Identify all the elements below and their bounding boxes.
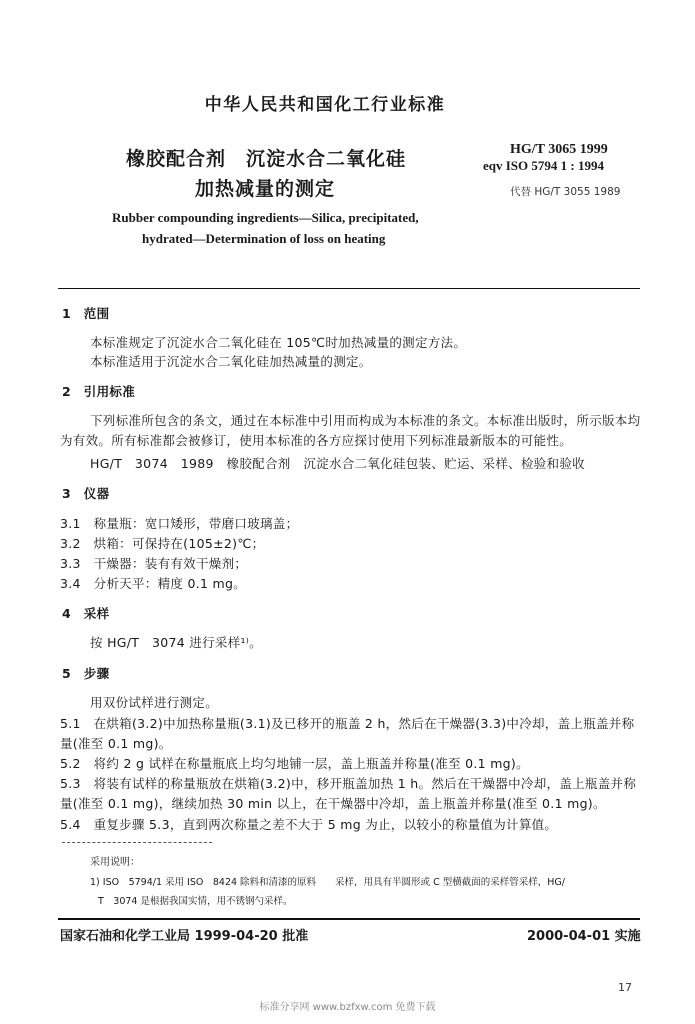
english-title-line2: hydrated—Determination of loss on heating xyxy=(142,231,386,246)
doc-title-line1: 橡胶配合剂 沉淀水合二氧化硅 xyxy=(126,148,407,170)
page-number: 17 xyxy=(618,981,632,994)
header-divider xyxy=(58,288,640,289)
org-title: 中华人民共和国化工行业标准 xyxy=(204,95,446,115)
watermark-text: 标准分享网 www.bzfxw.com 免费下载 xyxy=(259,1002,436,1013)
section-1-para-2: 本标准适用于沉淀水合二氧化硅加热减量的测定。 xyxy=(90,354,372,369)
section-5-heading: 5 步骤 xyxy=(62,666,110,681)
section-3-item-1: 3.1 称量瓶：宽口矮形，带磨口玻璃盖； xyxy=(60,516,299,531)
section-5-step-4: 5.4 重复步骤 5.3，直到两次称量之差不大于 5 mg 为止，以较小的称量值为计算值。 xyxy=(60,817,558,832)
section-5-step-1a: 5.1 在烘箱(3.2)中加热称量瓶(3.1)及已移开的瓶盖 2 h，然后在干燥器(3.3)中冷却，盖上瓶盖并称 xyxy=(60,716,635,731)
implementation-date: 2000-04-01 实施 xyxy=(527,929,641,944)
footer-divider xyxy=(58,918,640,920)
equivalent-standard: eqv ISO 5794 1 : 1994 xyxy=(483,158,604,173)
section-1-heading: 1 范围 xyxy=(62,306,110,321)
section-5-step-3a: 5.3 将装有试样的称量瓶放在烘箱(3.2)中，移开瓶盖加热 1 h。然后在干燥器中冷却，盖上瓶盖并称 xyxy=(60,776,637,791)
section-3-heading: 3 仪器 xyxy=(62,486,110,501)
replaces-standard: 代替 HG/T 3055 1989 xyxy=(510,186,621,198)
footnote-separator xyxy=(62,842,212,843)
section-2-para-1b: 为有效。所有标准都会被修订，使用本标准的各方应探讨使用下列标准最新版本的可能性。 xyxy=(60,433,573,448)
footnote-label: 采用说明： xyxy=(90,857,140,868)
section-3-item-3: 3.3 干燥器：装有有效干燥剂； xyxy=(60,556,248,571)
english-title-line1: Rubber compounding ingredients—Silica, precipitated, xyxy=(112,210,419,225)
footnote-line-2: T 3074 是根据我国实情，用不锈钢勺采样。 xyxy=(98,896,293,907)
section-4-heading: 4 采样 xyxy=(62,606,110,621)
section-3-item-2: 3.2 烘箱：可保持在(105±2)℃； xyxy=(60,536,265,551)
section-5-step-3b: 量(准至 0.1 mg)，继续加热 30 min 以上，在干燥器中冷却，盖上瓶盖并称量(准至 0.1 mg)。 xyxy=(60,796,606,811)
section-3-item-4: 3.4 分析天平：精度 0.1 mg。 xyxy=(60,576,247,591)
section-5-step-2: 5.2 将约 2 g 试样在称量瓶底上均匀地铺一层，盖上瓶盖并称量(准至 0.1 mg)。 xyxy=(60,756,529,771)
section-2-reference: HG/T 3074 1989 橡胶配合剂 沉淀水合二氧化硅包装、贮运、采样、检验和验收 xyxy=(90,456,585,471)
footnote-line-1: 1) ISO 5794/1 采用 ISO 8424 除料和清漆的原料 采样，用具有半圆形或 C 型横截面的采样管采样，HG/ xyxy=(90,877,565,888)
section-4-para: 按 HG/T 3074 进行采样¹⁾。 xyxy=(90,635,262,650)
section-5-intro: 用双份试样进行测定。 xyxy=(90,695,219,710)
section-1-para-1: 本标准规定了沉淀水合二氧化硅在 105℃时加热减量的测定方法。 xyxy=(90,335,467,350)
doc-title-line2: 加热减量的测定 xyxy=(195,178,336,200)
section-2-para-1a: 下列标准所包含的条文，通过在本标准中引用而构成为本标准的条文。本标准出版时，所示版本均 xyxy=(90,413,641,428)
standard-code: HG/T 3065 1999 xyxy=(510,142,608,157)
approval-line: 国家石油和化学工业局 1999-04-20 批准 xyxy=(60,929,309,944)
section-5-step-1b: 量(准至 0.1 mg)。 xyxy=(60,736,172,751)
section-2-heading: 2 引用标准 xyxy=(62,384,135,399)
